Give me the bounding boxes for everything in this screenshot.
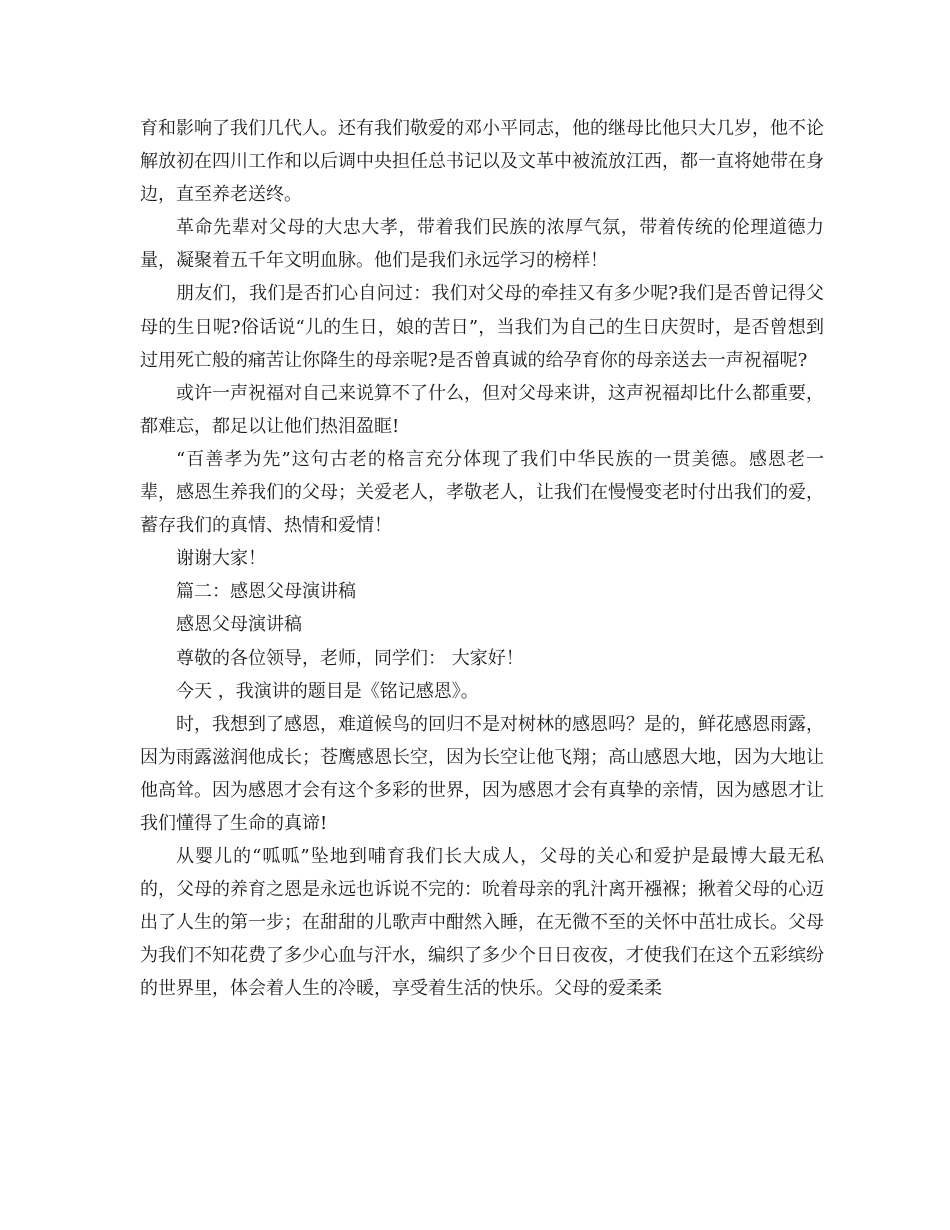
- paragraph-filial-piety: “百善孝为先”这句古老的格言充分体现了我们中华民族的一贯美德。感恩老一辈，感恩生养我们的父母；关爱老人，孝敬老人，让我们在慢慢变老时付出我们的爱，蓄存我们的真情、热情和爱情！: [140, 448, 824, 537]
- paragraph-friends-question: 朋友们，我们是否扪心自问过：我们对父母的牵挂又有多少呢?我们是否曾记得父母的生日呢?俗话说“儿的生日，娘的苦日”，当我们为自己的生日庆贺时，是否曾想到过用死亡般的痛苦让你降生的母亲呢?是否曾真诚的给孕育你的母亲送去一声祝福呢?: [140, 283, 824, 371]
- paragraph-gratitude-nature: 时，我想到了感恩，难道候鸟的回归不是对树林的感恩吗？是的，鲜花感恩雨露，因为雨露滋润他成长；苍鹰感恩长空，因为长空让他飞翔；高山感恩大地，因为大地让他高耸。因为感恩才会有这个多彩的世界，因为感恩才会有真挚的亲情，因为感恩才让我们懂得了生命的真谛!: [140, 713, 824, 834]
- paragraph-parents-love: 从婴儿的“呱呱”坠地到哺育我们长大成人，父母的关心和爱护是最博大最无私的，父母的养育之恩是永远也诉说不完的：吮着母亲的乳汁离开襁褓；揪着父母的心迈出了人生的第一步；在甜甜的儿歌声中酣然入睡，在无微不至的关怀中茁壮成长。父母为我们不知花费了多少心血与汗水，编织了多少个日日夜夜，才使我们在这个五彩缤纷的世界里，体会着人生的冷暖，享受着生活的快乐。父母的爱柔柔: [140, 846, 824, 1000]
- speech-title: 感恩父母演讲稿: [176, 614, 302, 636]
- paragraph-revolutionary-elders: 革命先辈对父母的大忠大孝，带着我们民族的浓厚气氛，带着传统的伦理道德力量，凝聚着五千年文明血脉。他们是我们永远学习的榜样！: [140, 217, 824, 272]
- document-body: [140, 112, 824, 1006]
- paragraph-thanks: 谢谢大家！: [176, 548, 266, 570]
- section-heading: 篇二：感恩父母演讲稿: [176, 581, 356, 603]
- paragraph-blessing: 或许一声祝福对自己来说算不了什么，但对父母来讲，这声祝福却比什么都重要，都难忘，都足以让他们热泪盈眶!: [140, 382, 824, 437]
- paragraph-topic: 今天 ，我演讲的题目是《铭记感恩》。: [176, 680, 479, 702]
- paragraph-continuation: 育和影响了我们几代人。还有我们敬爱的邓小平同志，他的继母比他只大几岁，他不论解放初在四川工作和以后调中央担任总书记以及文革中被流放江西，都一直将她带在身边，直至养老送终。: [140, 118, 824, 206]
- paragraph-greeting: 尊敬的各位领导，老师，同学们： 大家好！: [176, 647, 524, 669]
